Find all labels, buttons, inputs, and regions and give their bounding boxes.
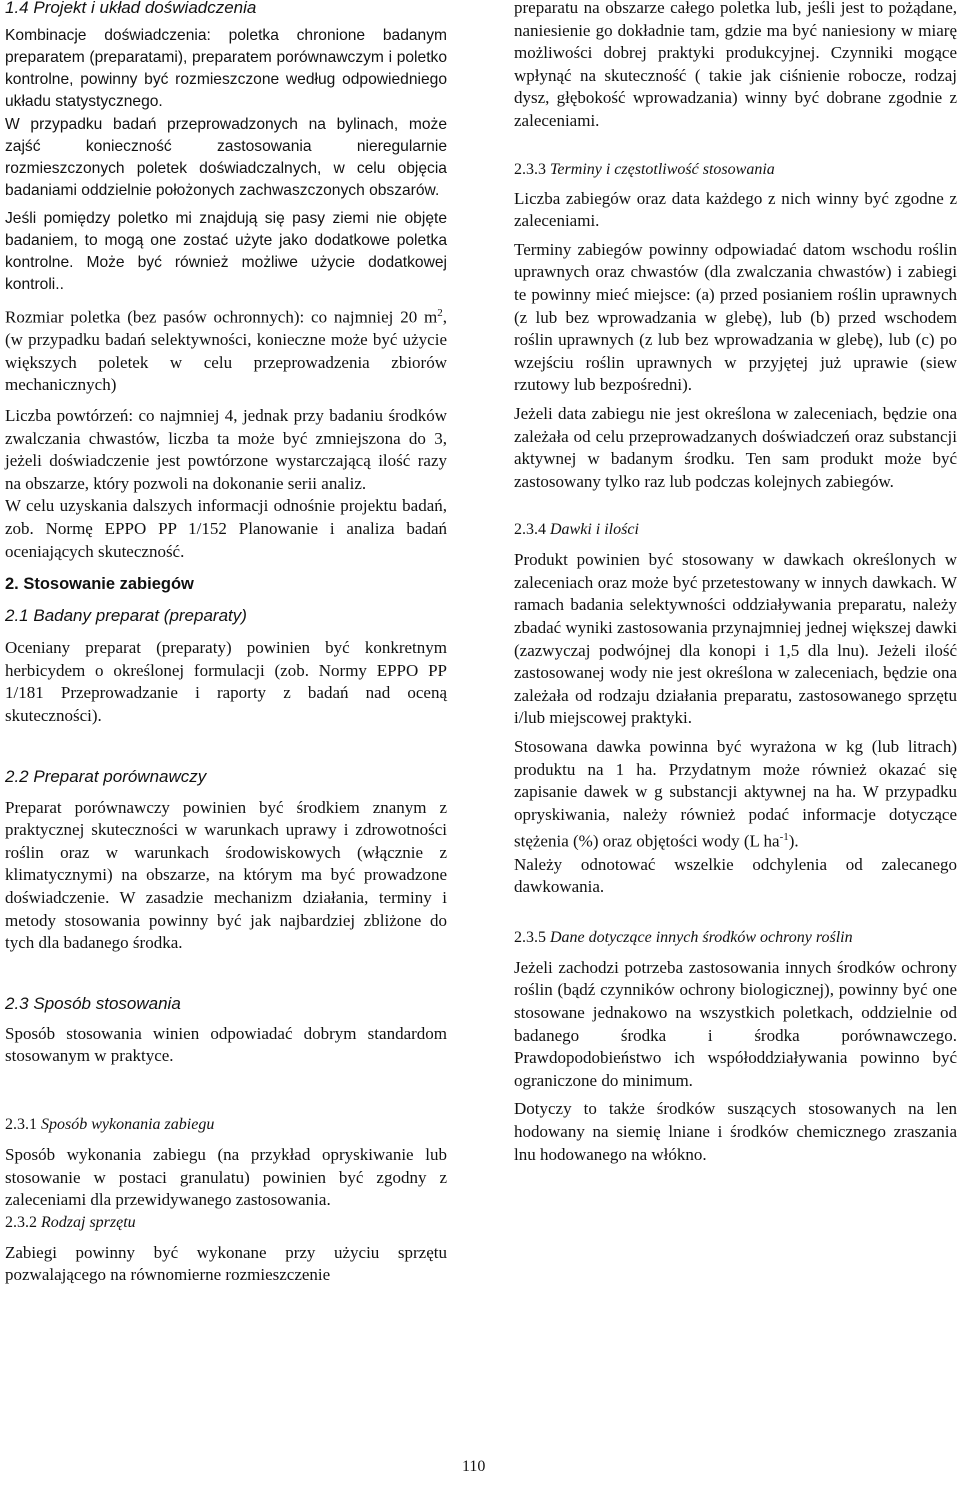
section-title: Dane dotyczące innych środków ochrony roślin xyxy=(550,928,853,946)
section-title: Sposób wykonania zabiegu xyxy=(41,1115,215,1133)
heading-2-3-3 xyxy=(514,159,957,181)
paragraph xyxy=(514,736,957,854)
paragraph: preparatu na obszarze całego poletka lub, jeśli jest to pożądane, naniesienie go dokładnie tam, gdzie ma być naniesiony w miarę możliwości dobrej praktyki produkcyjnej. Czynniki mogące wpłynąć na skuteczność ( takie jak ciśnienie robocze, rodzaj dysz, głębokość wprowadzania) winny być dobrane zgodnie z zaleceniami. xyxy=(514,0,957,130)
paragraph: Terminy zabiegów powinny odpowiadać datom wschodu roślin uprawnych oraz chwastów (dla zwalczania chwastów) i zabiegi te powinny mieć miejsce: (a) przed posianiem roślin uprawnych (z lub bez wprowadzania w glebę), lub (b) przed wschodem roślin uprawnych (z lub bez wprowadzania w glebę), lub (c) po wzejściu roślin uprawnych w przyjętej już uprawie (siew rzutowy lub bezpośredni). xyxy=(514,239,957,395)
section-title: Dawki i ilości xyxy=(550,521,639,539)
section-number: 2.3.1 xyxy=(5,1115,41,1133)
section-title: Rodzaj sprzętu xyxy=(41,1213,136,1231)
heading-2-1: 2.1 Badany preparat (preparaty) xyxy=(5,606,247,626)
paragraph: Produkt powinien być stosowany w dawkach określonych w zaleceniach oraz może być przetestowany w innych dawkach. W ramach badania selektywności oddziaływania preparatu, należy zbadać wyniki zastosowania przynajmniej jednej większej dawki (zazwyczaj podwójnej dla konopi i 1,5 dla lnu). Jeżeli ilość zastosowanej wody nie jest określona w zaleceniach, będzie ona zależała od rodzaju działania preparatu, zastosowanego sprzętu i/lub miejscowej praktyki. xyxy=(514,550,957,728)
paragraph: Dotyczy to także środków suszących stosowanych na len hodowany na siemię lniane i środków chemicznego zraszania lnu hodowanego na włókno. xyxy=(514,1099,957,1164)
paragraph: Oceniany preparat (preparaty) powinien być konkretnym herbicydem o określonej formulacji (zob. Normy EPPO PP 1/181 Przeprowadzanie i raporty z badań nad oceną skuteczności). xyxy=(5,638,447,725)
superscript: -1 xyxy=(779,831,789,844)
section-number: 2.3.5 xyxy=(514,928,550,946)
right-column xyxy=(514,0,957,1166)
superscript: 2 xyxy=(437,307,443,319)
page-number: 110 xyxy=(462,1458,486,1475)
left-column xyxy=(5,0,447,1287)
heading-2-2: 2.2 Preparat porównawczy xyxy=(5,766,207,786)
heading-2-3-2 xyxy=(5,1212,447,1234)
paragraph: W przypadku badań przeprowadzonych na bylinach, może zajść konieczność zastosowania nieregularnie rozmieszczonych poletek doświadczalnych, w celu objęcia badaniami oddzielnie położonych zachwaszczonych obszarów. xyxy=(5,116,447,199)
heading-2: 2. Stosowanie zabiegów xyxy=(5,575,194,594)
paragraph: Sposób wykonania zabiegu (na przykład opryskiwanie lub stosowanie w postaci granulatu) powinien być zgodny z zaleceniami dla przewidywanego zastosowania. xyxy=(5,1144,447,1210)
heading-1-4: 1.4 Projekt i układ doświadczenia xyxy=(5,0,257,17)
paragraph: Zabiegi powinny być wykonane przy użyciu sprzętu pozwalającego na równomierne rozmieszczenie xyxy=(5,1242,447,1285)
paragraph: Jeżeli data zabiegu nie jest określona w zaleceniach, będzie ona zależała od celu przeprowadzanych doświadczeń oraz substancji aktywnej w badanym środku. Ten sam produkt może być zastosowany tylko raz lub podczas kolejnych zabiegów. xyxy=(514,403,957,491)
section-number: 2.3.2 xyxy=(5,1213,41,1231)
text: Rozmiar poletka (bez pasów ochronnych): co najmniej 20 m xyxy=(5,307,438,327)
section-number: 2.3.4 xyxy=(514,521,550,539)
paragraph: Jeśli pomiędzy poletko mi znajdują się pasy ziemi nie objęte badaniem, to mogą one zostać użyte jako dodatkowe poletka kontrolne. Może być również możliwe użycie dodatkowej kontroli.. xyxy=(5,210,447,293)
paragraph: Liczba powtórzeń: co najmniej 4, jednak przy badaniu środków zwalczania chwastów, liczba ta może być zmniejszona do 3, jeżeli doświadczenie jest powtórzone wystarczającą ilość razy na obszarze, który pozwoli na dokonanie serii analiz. xyxy=(5,406,447,493)
heading-2-3-4 xyxy=(514,519,957,541)
paragraph: Należy odnotować wszelkie odchylenia od zalecanego dawkowania. xyxy=(514,854,957,897)
text: Stosowana dawka powinna być wyrażona w kg (lub litrach) produktu na 1 ha. Przydatnym może również okazać się zapisanie dawek w g substancji aktywnej na ha. W przypadku opryskiwania, należy również podać informacje dotyczące stężenia (%) oraz objętości wody (L ha xyxy=(514,737,957,852)
paragraph: Kombinacje doświadczenia: poletka chronione badanym preparatem (preparatami), preparatem porównawczym i poletko kontrolne, powinny być rozmieszczone według odpowiedniego układu statystycznego. xyxy=(5,27,447,110)
heading-2-3-1 xyxy=(5,1114,447,1136)
section-title: Terminy i częstotliwość stosowania xyxy=(550,160,775,178)
text: , (w przypadku badań selektywności, konieczne może być użycie większych poletek w celu przeprowadzenia zbiorów mechanicznych) xyxy=(5,307,447,395)
paragraph: Sposób stosowania winien odpowiadać dobrym standardom stosowanym w praktyce. xyxy=(5,1023,447,1066)
section-number: 2.3.3 xyxy=(514,160,550,178)
paragraph: W celu uzyskania dalszych informacji odnośnie projektu badań, zob. Normę EPPO PP 1/152 Planowanie i analiza badań oceniających skuteczność. xyxy=(5,496,447,561)
paragraph xyxy=(5,302,447,397)
heading-2-3-5 xyxy=(514,927,957,949)
heading-2-3: 2.3 Sposób stosowania xyxy=(5,993,181,1013)
paragraph: Liczba zabiegów oraz data każdego z nich winny być zgodne z zaleceniami. xyxy=(514,188,957,231)
paragraph: Preparat porównawczy powinien być środkiem znanym z praktycznej skuteczności w warunkach uprawy i zdrowotności roślin oraz w warunkach środowiskowych (włącznie z klimatycznymi) na obszarze, na którym ma być prowadzone doświadczenie. W zasadzie mechanizm działania, terminy i metody stosowania powinny być jak najbardziej zbliżone do tych dla badanego środka. xyxy=(5,797,447,953)
paragraph: Jeżeli zachodzi potrzeba zastosowania innych środków ochrony roślin (bądź czynników ochrony biologicznej), powinny być one stosowane jednakowo na wszystkich poletkach, oddzielnie od badanego środka i środka porównawczego. Prawdopodobieństwo ich współoddziaływania powinno być ograniczone do minimum. xyxy=(514,957,957,1090)
text: ). xyxy=(788,832,799,852)
